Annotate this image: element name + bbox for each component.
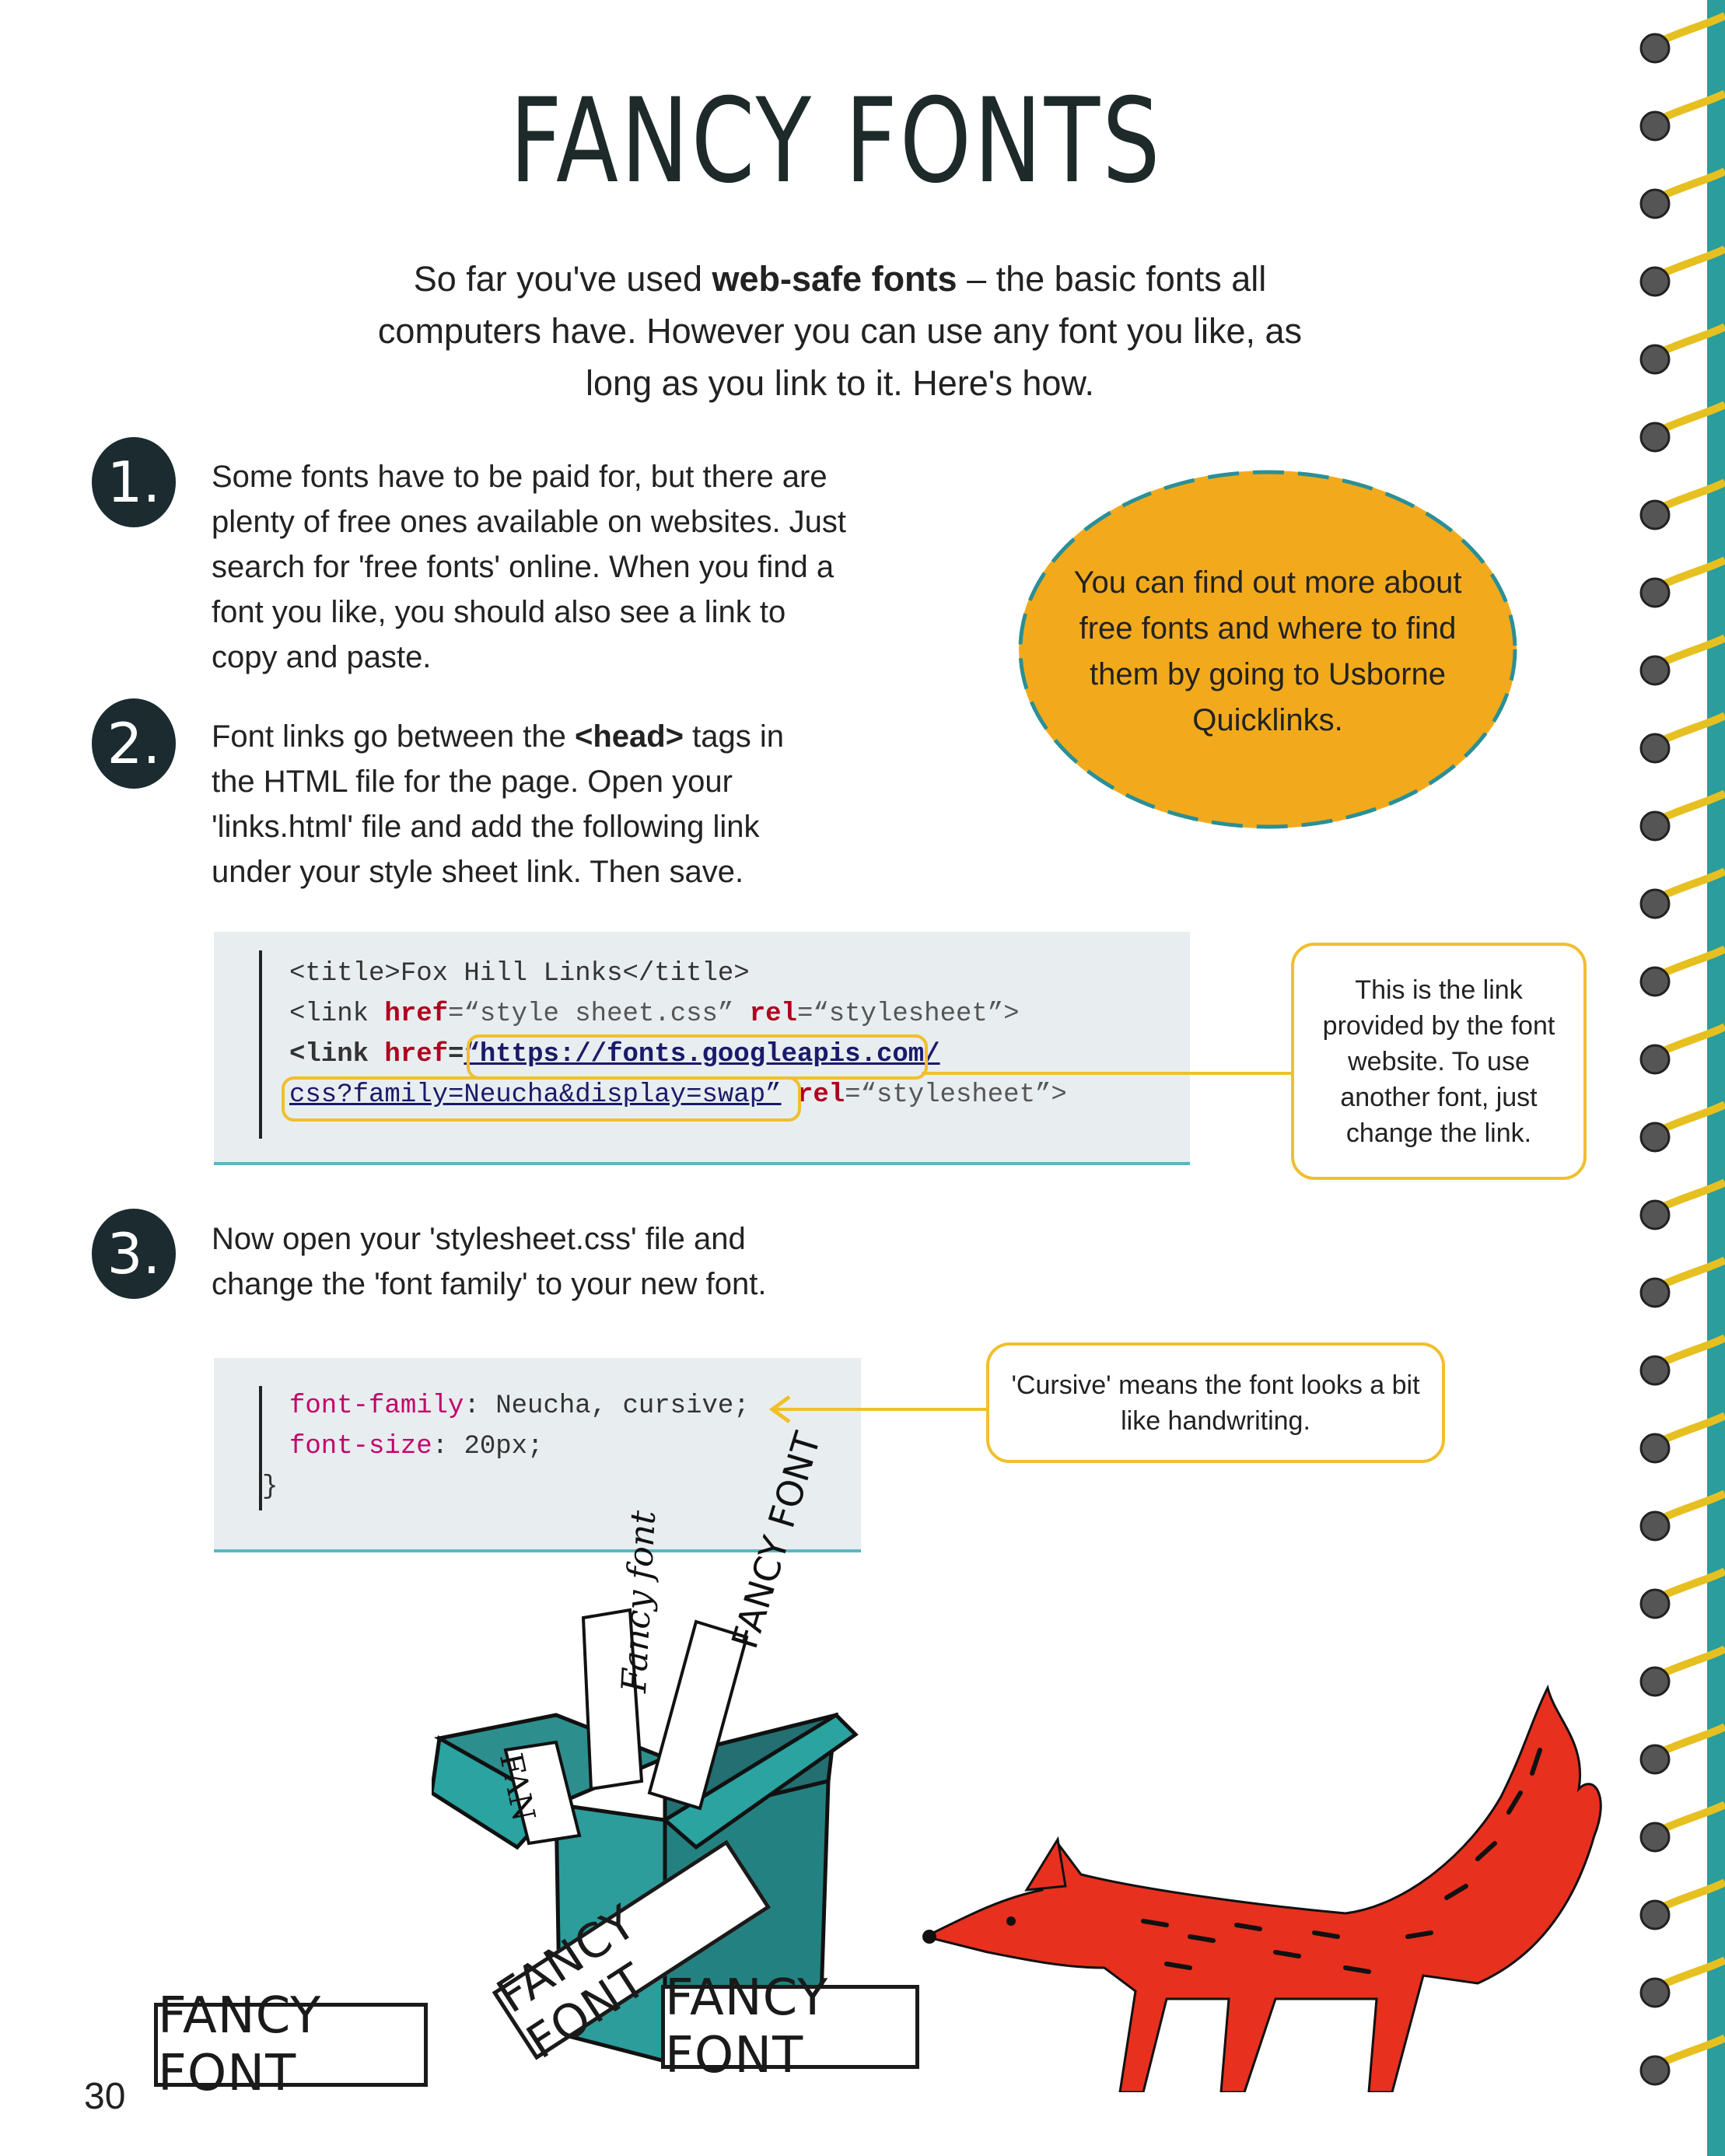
code1-l4-end: =“stylesheet”> — [845, 1080, 1067, 1110]
fox-illustration — [910, 1657, 1610, 2092]
page-number: 30 — [84, 2076, 126, 2117]
box-card-2-label: Fancy font — [614, 1509, 664, 1694]
code1-l3-tag: <link — [289, 1040, 385, 1069]
code-block-1-bar — [259, 950, 262, 1139]
step-2-bold: <head> — [574, 719, 684, 754]
intro-after: – the basic fonts all computers have. However you can use any font you like, as long as you link to it. Here's how. — [377, 259, 1303, 403]
url-highlight-2 — [282, 1076, 801, 1122]
tag-fancy-font-right: FANCY FONT — [661, 1985, 919, 2069]
step-3-text: Now open your 'stylesheet.css' file and change the 'font family' to your new font. — [212, 1222, 767, 1301]
code1-l3-url: “https://fonts.googleapis.com/ — [464, 1040, 940, 1069]
code2-l1-val: : Neucha, cursive; — [464, 1391, 750, 1421]
note-cursive-info: 'Cursive' means the font looks a bit like handwriting. — [986, 1342, 1445, 1463]
code2-line-1 — [289, 1386, 750, 1426]
spiral-binding — [1633, 0, 1725, 2156]
note-link-info: This is the link provided by the font website. To use another font, just change the link. — [1291, 943, 1587, 1180]
code1-l2-href: href — [384, 999, 449, 1029]
code1-l2-value: =“style sheet.css” — [448, 999, 750, 1029]
step-3-number: 3. — [92, 1209, 176, 1299]
code1-l2-end: =“stylesheet”> — [796, 999, 1020, 1029]
code1-l2-tag: <link — [289, 999, 385, 1029]
code1-l4-rel: rel — [796, 1080, 845, 1110]
code1-l4-url: css?family=Neucha&display=swap” — [289, 1080, 782, 1110]
code1-l3-href: href — [384, 1040, 449, 1069]
code2-line-3: } — [262, 1472, 278, 1502]
tag-fancy-font-tilted: FANCY FONT — [492, 1839, 772, 2060]
code2-l1-prop: font-family — [289, 1391, 464, 1421]
box-card-1-label: FAN — [492, 1750, 542, 1825]
page-title: FANCY FONTS — [509, 74, 1163, 209]
step-1-text: Some fonts have to be paid for, but there are plenty of free ones available on websites. Just search for 'free fonts' online. When you find a font you like, you should also see a link to copy and paste. — [212, 460, 847, 674]
code2-l2-val: : 20px; — [432, 1432, 544, 1461]
step-2-before: Font links go between the — [212, 719, 575, 754]
step-2-after: tags in the HTML file for the page. Open your 'links.html' file and add the following link under your style sheet link. Then save. — [212, 719, 784, 889]
code2-l2-prop: font-size — [289, 1432, 432, 1461]
note2-arrow — [766, 1394, 988, 1425]
intro-bold: web-safe fonts — [712, 259, 957, 299]
code1-l2-rel: rel — [749, 999, 797, 1029]
bubble-text: You can find out more about free fonts and where to find them by going to Usborne Quicklinks. — [1073, 565, 1462, 737]
box-card-3-label: FANCY FONT — [723, 1427, 829, 1654]
intro-paragraph — [373, 253, 1307, 409]
step-2-number: 2. — [92, 698, 176, 789]
code2-line-2 — [289, 1426, 543, 1467]
code1-l3-eq: = — [448, 1040, 464, 1069]
tag-fancy-font-left: FANCY FONT — [154, 2003, 428, 2087]
intro-before: So far you've used — [413, 259, 712, 299]
note1-connector — [922, 1072, 1291, 1075]
code1-line-2 — [289, 994, 1020, 1034]
step-1-number: 1. — [92, 437, 176, 527]
url-highlight-1 — [467, 1034, 928, 1080]
step-2-text — [212, 714, 818, 894]
code1-line-1: <title>Fox Hill Links</title> — [289, 959, 750, 989]
